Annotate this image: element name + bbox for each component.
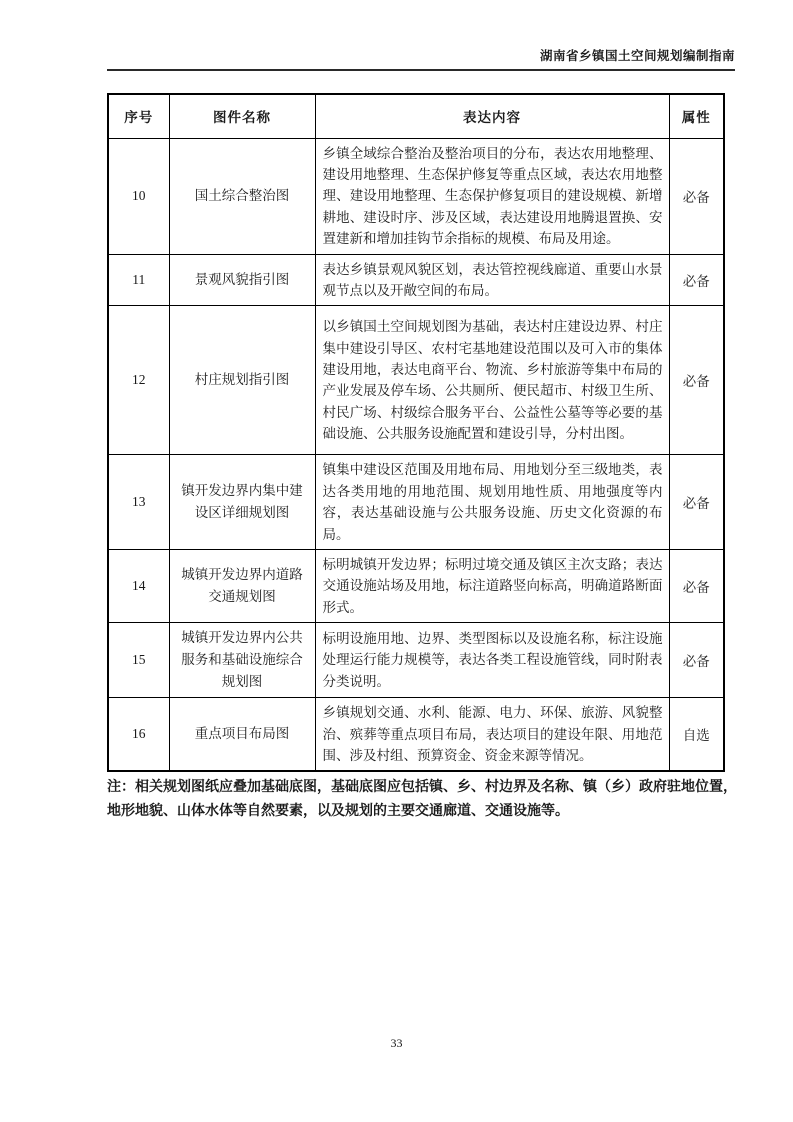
map-name: 村庄规划指引图 — [169, 306, 315, 455]
map-name: 景观风貌指引图 — [169, 254, 315, 306]
map-content: 乡镇规划交通、水利、能源、电力、环保、旅游、风貌整治、殡葬等重点项目布局，表达项目的建设年限、用地范围、涉及村组、预算资金、资金来源等情况。 — [315, 698, 669, 772]
column-header-attr: 属性 — [669, 94, 724, 138]
map-attribute: 必备 — [669, 138, 724, 254]
table-row — [108, 138, 724, 254]
map-content: 标明城镇开发边界；标明过境交通及镇区主次支路；表达交通设施站场及用地，标注道路竖向标高，明确道路断面形式。 — [315, 549, 669, 622]
table-header-row — [108, 94, 724, 138]
map-content: 镇集中建设区范围及用地布局、用地划分至三级地类，表达各类用地的用地范围、规划用地性质、用地强度等内容，表达基础设施与公共服务设施、历史文化资源的布局。 — [315, 455, 669, 550]
map-name: 国土综合整治图 — [169, 138, 315, 254]
map-requirements-table — [107, 93, 725, 772]
page-number: 33 — [390, 1036, 403, 1050]
column-header-content: 表达内容 — [315, 94, 669, 138]
running-header — [107, 48, 735, 71]
map-attribute: 自选 — [669, 698, 724, 772]
map-attribute: 必备 — [669, 623, 724, 698]
map-name: 镇开发边界内集中建设区详细规划图 — [169, 455, 315, 550]
map-name: 城镇开发边界内道路交通规划图 — [169, 549, 315, 622]
table-note: 注：相关规划图纸应叠加基础底图，基础底图应包括镇、乡、村边界及名称、镇（乡）政府驻地位置，地形地貌、山体水体等自然要素，以及规划的主要交通廊道、交通设施等。 — [107, 780, 737, 820]
row-number: 15 — [108, 623, 169, 698]
row-number: 16 — [108, 698, 169, 772]
column-header-no: 序号 — [108, 94, 169, 138]
row-number: 11 — [108, 254, 169, 306]
map-content: 以乡镇国土空间规划图为基础，表达村庄建设边界、村庄集中建设引导区、农村宅基地建设范围以及可入市的集体建设用地，表达电商平台、物流、乡村旅游等集中布局的产业发展及停车场、公共厕所、便民超市、村级卫生所、村民广场、村级综合服务平台、公益性公墓等等必要的基础设施、公共服务设施配置和建设引导，分村出图。 — [315, 306, 669, 455]
map-attribute: 必备 — [669, 306, 724, 455]
map-attribute: 必备 — [669, 455, 724, 550]
table-row — [108, 254, 724, 306]
map-attribute: 必备 — [669, 549, 724, 622]
table-row — [108, 455, 724, 550]
running-header-title: 湖南省乡镇国土空间规划编制指南 — [539, 49, 735, 63]
map-content: 表达乡镇景观风貌区划，表达管控视线廊道、重要山水景观节点以及开敞空间的布局。 — [315, 254, 669, 306]
table-row — [108, 306, 724, 455]
map-name: 重点项目布局图 — [169, 698, 315, 772]
map-attribute: 必备 — [669, 254, 724, 306]
row-number: 13 — [108, 455, 169, 550]
map-name: 城镇开发边界内公共服务和基础设施综合规划图 — [169, 623, 315, 698]
table-row — [108, 549, 724, 622]
row-number: 14 — [108, 549, 169, 622]
map-content: 标明设施用地、边界、类型图标以及设施名称，标注设施处理运行能力规模等，表达各类工程设施管线，同时附表分类说明。 — [315, 623, 669, 698]
row-number: 10 — [108, 138, 169, 254]
column-header-name: 图件名称 — [169, 94, 315, 138]
map-content: 乡镇全域综合整治及整治项目的分布，表达农用地整理、建设用地整理、生态保护修复等重点区域，表达农用地整理、建设用地整理、生态保护修复项目的建设规模、新增耕地、建设时序、涉及区域，表达建设用地腾退置换、安置建新和增加挂钩节余指标的规模、布局及用途。 — [315, 138, 669, 254]
table-row — [108, 623, 724, 698]
row-number: 12 — [108, 306, 169, 455]
table-row — [108, 698, 724, 772]
